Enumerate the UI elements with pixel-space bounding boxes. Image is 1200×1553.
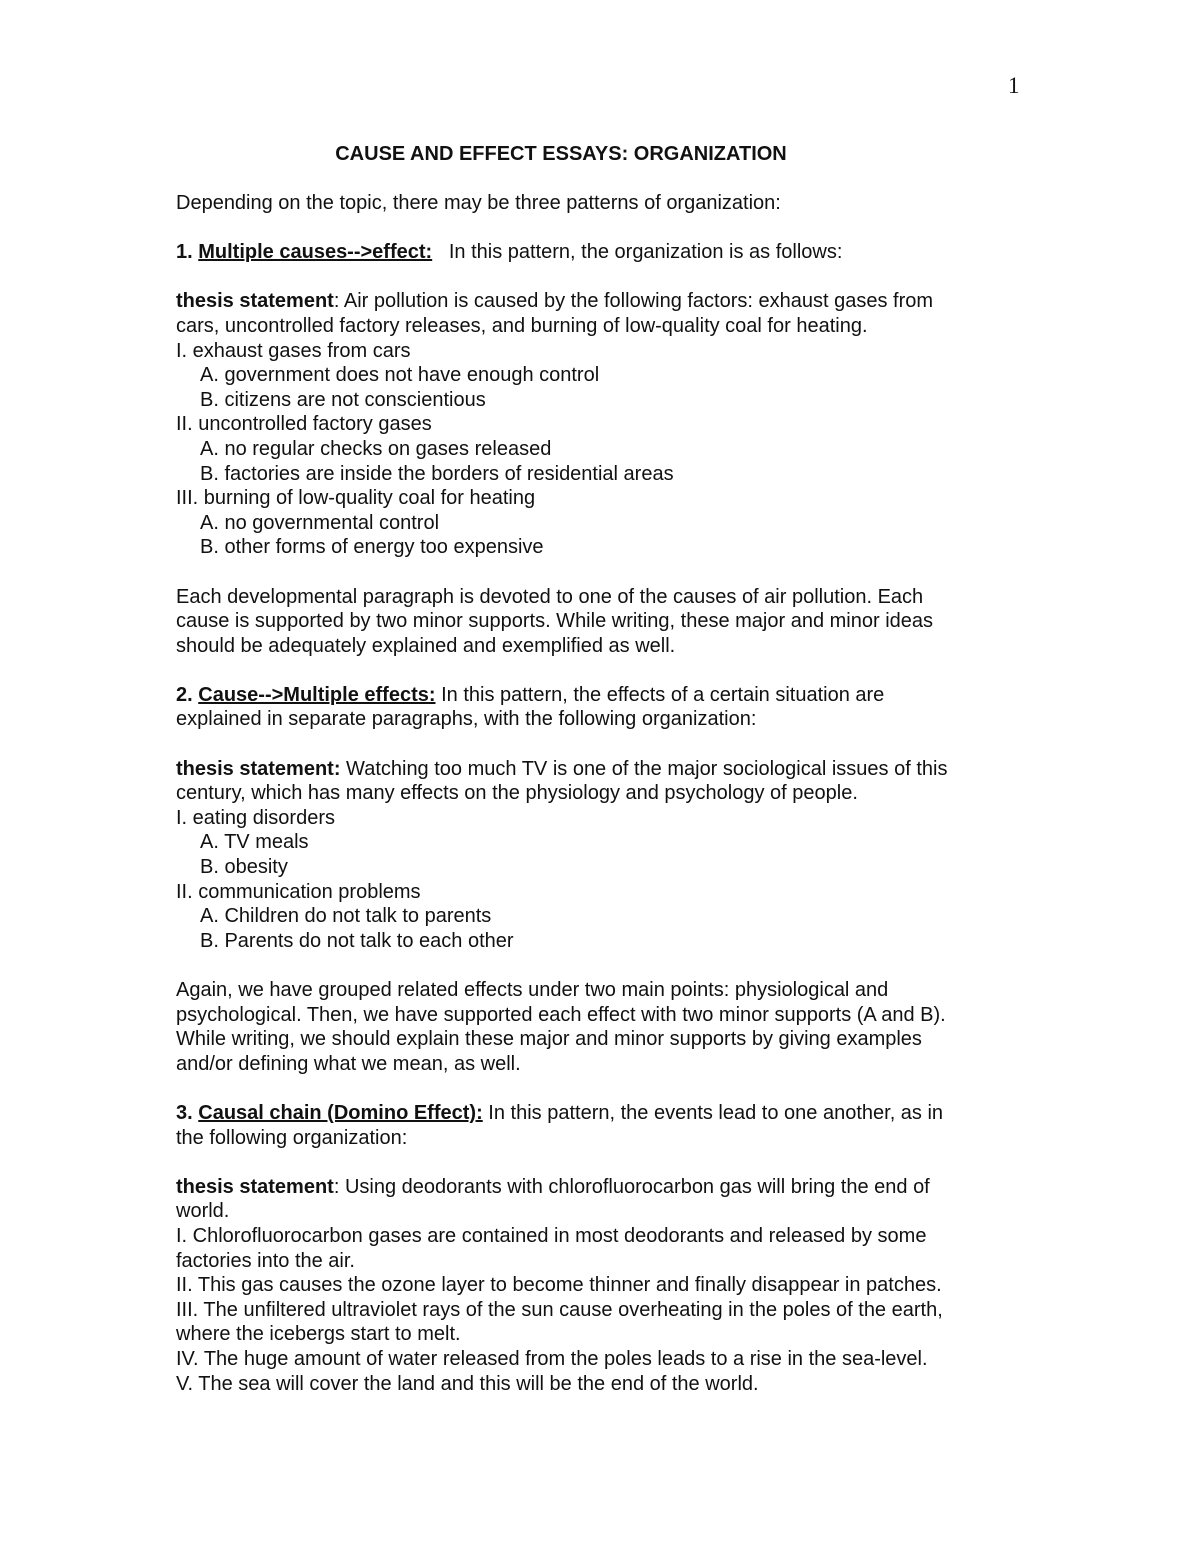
section2-thesis-label: thesis statement:: [176, 757, 341, 780]
section2-intro-line2: explained in separate paragraphs, with the following organization:: [176, 708, 757, 731]
section2-paragraph-line: Again, we have grouped related effects under two main points: physiological and: [176, 979, 889, 1001]
document-title: CAUSE AND EFFECT ESSAYS: ORGANIZATION: [335, 143, 787, 165]
section3-heading-line: [176, 1101, 1026, 1126]
section2-intro: In this pattern, the effects of a certain situation are: [441, 683, 885, 706]
outline-subitem: A. no governmental control: [200, 511, 440, 534]
section2-paragraph-line: psychological. Then, we have supported each effect with two minor supports (A and B).: [176, 1003, 946, 1026]
section3-intro: In this pattern, the events lead to one another, as in: [482, 1101, 944, 1124]
outline-item: III. burning of low-quality coal for heating: [176, 487, 536, 510]
outline-subitem: A. government does not have enough control: [200, 364, 600, 387]
section3-heading: Causal chain (Domino Effect):: [198, 1101, 483, 1124]
section1-paragraph-line: should be adequately explained and exemplified as well.: [176, 634, 676, 657]
chain-item: I. Chlorofluorocarbon gases are contained in most deodorants and released by some: [176, 1224, 927, 1247]
chain-item: where the icebergs start to melt.: [176, 1323, 461, 1346]
chain-item: III. The unfiltered ultraviolet rays of the sun cause overheating in the poles of the earth,: [176, 1298, 943, 1321]
section2-thesis-text: Watching too much TV is one of the major sociological issues of this: [340, 757, 948, 780]
outline-subitem: B. Parents do not talk to each other: [200, 929, 514, 952]
outline-subitem: A. Children do not talk to parents: [200, 905, 492, 928]
section2-paragraph-line: While writing, we should explain these major and minor supports by giving examples: [176, 1028, 922, 1051]
outline-subitem: B. obesity: [200, 856, 288, 879]
section1-heading: Multiple causes-->effect:: [198, 241, 433, 264]
section3-thesis-line: [176, 1175, 1026, 1200]
section2-heading-line: [176, 683, 1026, 708]
section3-thesis-text: : Using deodorants with chlorofluorocarbon gas will bring the end of: [333, 1175, 930, 1198]
section1-thesis-line: [176, 289, 1026, 314]
page-number: 1: [1008, 73, 1020, 98]
chain-item: V. The sea will cover the land and this will be the end of the world.: [176, 1372, 759, 1395]
outline-subitem: B. factories are inside the borders of residential areas: [200, 462, 674, 485]
outline-subitem: A. TV meals: [200, 831, 309, 854]
outline-subitem: B. other forms of energy too expensive: [200, 536, 544, 559]
section3-thesis-label: thesis statement: [176, 1175, 334, 1198]
section1-paragraph-line: Each developmental paragraph is devoted to one of the causes of air pollution. Each: [176, 585, 924, 608]
section1-paragraph-line: cause is supported by two minor supports. While writing, these major and minor ideas: [176, 610, 934, 633]
outline-item: I. eating disorders: [176, 806, 335, 829]
section3-thesis-line2: world.: [176, 1200, 230, 1223]
chain-item: II. This gas causes the ozone layer to become thinner and finally disappear in patches.: [176, 1274, 942, 1297]
intro-text: Depending on the topic, there may be three patterns of organization:: [176, 192, 781, 214]
outline-item: II. uncontrolled factory gases: [176, 413, 432, 436]
section1-thesis-text: : Air pollution is caused by the following factors: exhaust gases from: [333, 290, 934, 313]
section1-intro: In this pattern, the organization is as follows:: [448, 241, 843, 264]
document-body: [176, 191, 1026, 1396]
section1-thesis-label: thesis statement: [176, 290, 334, 313]
section2-number: 2.: [176, 683, 193, 706]
section1-heading-line: [176, 240, 1026, 265]
section3-number: 3.: [176, 1101, 193, 1124]
section1-number: 1.: [176, 241, 193, 264]
outline-item: I. exhaust gases from cars: [176, 339, 411, 362]
section2-thesis-line: [176, 757, 1026, 782]
section2-heading: Cause-->Multiple effects:: [198, 683, 436, 706]
outline-subitem: A. no regular checks on gases released: [200, 437, 552, 460]
section3-intro-line2: the following organization:: [176, 1126, 408, 1149]
chain-item: IV. The huge amount of water released from the poles leads to a rise in the sea-level.: [176, 1347, 928, 1370]
section2-paragraph-line: and/or defining what we mean, as well.: [176, 1052, 521, 1075]
section1-thesis-line2: cars, uncontrolled factory releases, and burning of low-quality coal for heating.: [176, 314, 868, 337]
outline-item: II. communication problems: [176, 880, 421, 903]
outline-subitem: B. citizens are not conscientious: [200, 388, 486, 411]
chain-item: factories into the air.: [176, 1249, 355, 1272]
section2-thesis-line2: century, which has many effects on the physiology and psychology of people.: [176, 782, 858, 805]
